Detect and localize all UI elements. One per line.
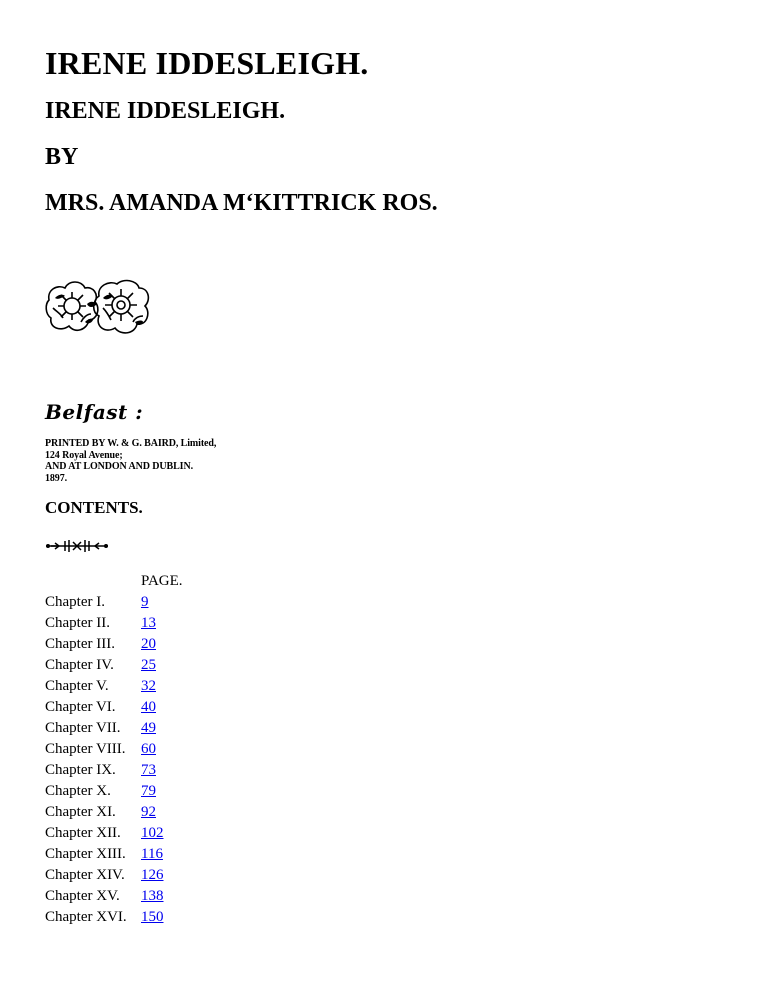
chapter-label: Chapter IV.	[45, 657, 114, 673]
byline-label: BY	[45, 144, 79, 170]
page-column-header: PAGE.	[141, 573, 183, 589]
contents-heading: CONTENTS.	[45, 498, 143, 517]
chapter-label: Chapter XV.	[45, 888, 120, 904]
chapter-label: Chapter XIII.	[45, 846, 126, 862]
chapter-page-link[interactable]: 79	[141, 783, 156, 799]
chapter-page-link[interactable]: 126	[141, 867, 164, 883]
chapter-page-link[interactable]: 138	[141, 888, 164, 904]
chapter-label: Chapter XI.	[45, 804, 116, 820]
chapter-label: Chapter III.	[45, 636, 115, 652]
chapter-page-link[interactable]: 32	[141, 678, 156, 694]
chapter-page-link[interactable]: 60	[141, 741, 156, 757]
chapter-page-link[interactable]: 25	[141, 657, 156, 673]
author-name: MRS. AMANDA M‘KITTRICK ROS.	[45, 190, 438, 216]
chapter-page-link[interactable]: 40	[141, 699, 156, 715]
imprint-line: AND AT LONDON AND DUBLIN.	[45, 461, 193, 472]
imprint-line: 1897.	[45, 472, 68, 484]
chapter-page-link[interactable]: 20	[141, 636, 156, 652]
ornamental-divider-icon	[45, 538, 109, 554]
chapter-label: Chapter X.	[45, 783, 111, 799]
chapter-label: Chapter XIV.	[45, 867, 125, 883]
chapter-label: Chapter VI.	[45, 699, 116, 715]
chapter-page-link[interactable]: 92	[141, 804, 156, 820]
book-subtitle: IRENE IDDESLEIGH.	[45, 98, 286, 124]
chapter-label: Chapter XVI.	[45, 909, 127, 925]
chapter-page-link[interactable]: 150	[141, 909, 164, 925]
imprint-line: PRINTED BY W. & G. BAIRD, Limited,	[45, 438, 217, 449]
chapter-page-link[interactable]: 116	[141, 846, 163, 862]
chapter-label: Chapter I.	[45, 594, 105, 610]
chapter-page-link[interactable]: 73	[141, 762, 156, 778]
chapter-label: Chapter V.	[45, 678, 109, 694]
printer-imprint	[45, 438, 216, 484]
chapter-label: Chapter II.	[45, 615, 110, 631]
chapter-page-link[interactable]: 49	[141, 720, 156, 736]
chapter-label: Chapter VIII.	[45, 741, 126, 757]
chapter-page-link[interactable]: 9	[141, 594, 149, 610]
chapter-page-link[interactable]: 13	[141, 615, 156, 631]
chapter-label: Chapter IX.	[45, 762, 116, 778]
imprint-line: 124 Royal Avenue;	[45, 449, 123, 461]
flowers-illustration-icon	[45, 278, 151, 336]
chapter-label: Chapter VII.	[45, 720, 121, 736]
publication-place: Belfast :	[45, 400, 144, 424]
chapter-page-link[interactable]: 102	[141, 825, 164, 841]
chapter-label: Chapter XII.	[45, 825, 121, 841]
book-title: IRENE IDDESLEIGH.	[45, 45, 369, 81]
